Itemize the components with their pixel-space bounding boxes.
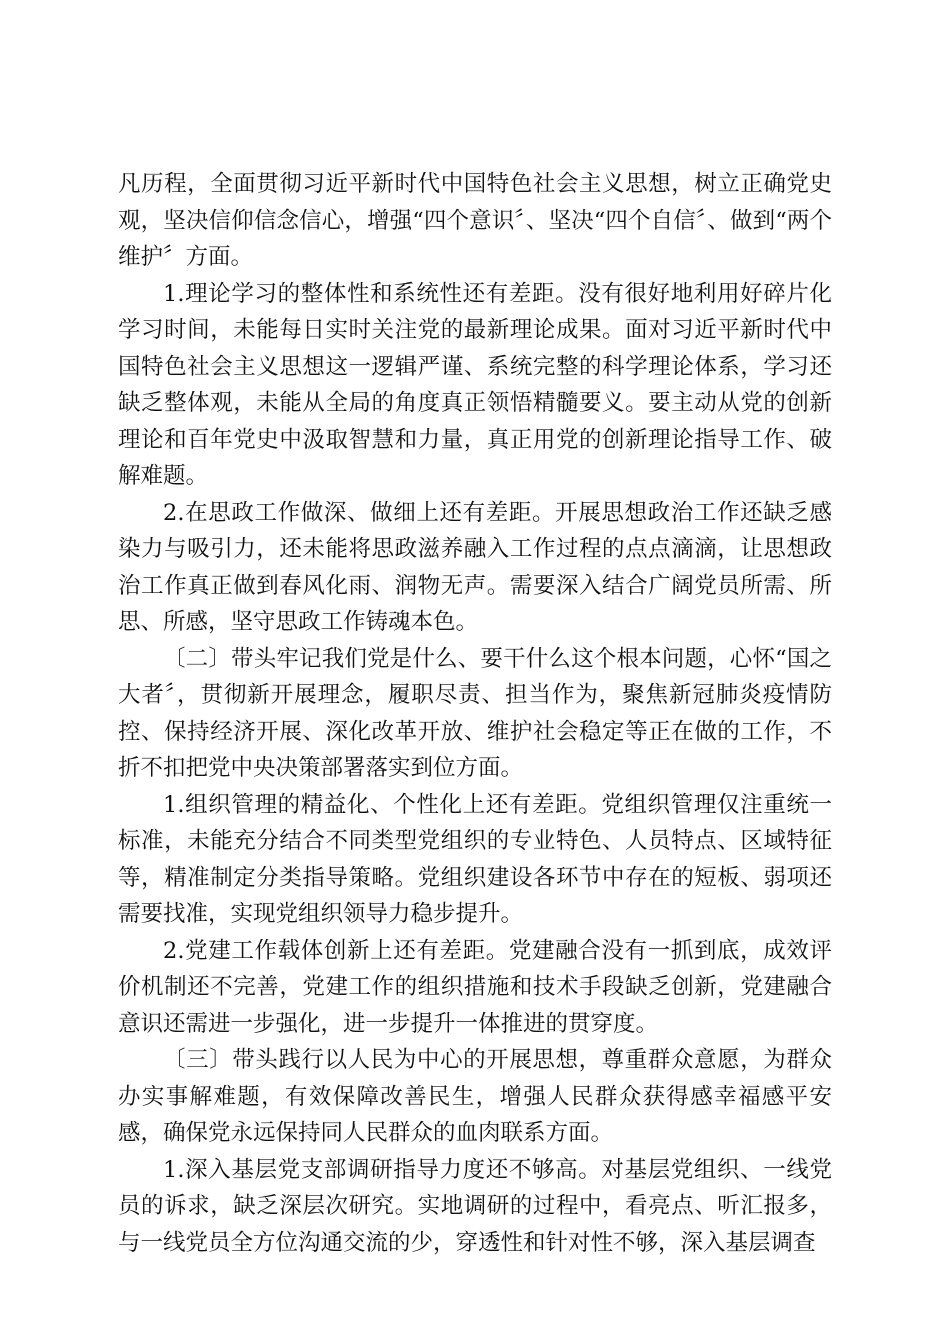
section-heading-3: 〔三〕带头践行以人民为中心的开展思想，尊重群众意愿，为群众办实事解难题，有效保障改善民生，增强人民群众获得感幸福感平安感，确保党永远保持同人民群众的血肉联系方面。 (118, 1047, 832, 1146)
paragraph-continuation: 凡历程，全面贯彻习近平新时代中国特色社会主义思想，树立正确党史观，坚决信仰信念信心，增强“四个意识〞、坚决“四个自信〞、做到“两个维护〞方面。 (118, 171, 832, 270)
paragraph-item-2-party-building: 2.党建工作载体创新上还有差距。党建融合没有一抓到底，成效评价机制还不完善，党建工作的组织措施和技术手段缺乏创新，党建融合意识还需进一步强化，进一步提升一体推进的贯穿度。 (118, 937, 832, 1037)
paragraph-item-1-theory-study: 1.理论学习的整体性和系统性还有差距。没有很好地利用好碎片化学习时间，未能每日实时关注党的最新理论成果。面对习近平新时代中国特色社会主义思想这一逻辑严谨、系统完整的科学理论体系，学习还缺乏整体观，未能从全局的角度真正领悟精髓要义。要主动从党的创新理论和百年党史中汲取智慧和力量，真正用党的创新理论指导工作、破解难题。 (118, 280, 832, 489)
paragraph-item-1-organization-management: 1.组织管理的精益化、个性化上还有差距。党组织管理仅注重统一标准，未能充分结合不同类型党组织的专业特色、人员特点、区域特征等，精准制定分类指导策略。党组织建设各环节中存在的短板、弱项还需要找准，实现党组织领导力稳步提升。 (118, 791, 832, 927)
paragraph-item-2-ideological-work: 2.在思政工作做深、做细上还有差距。开展思想政治工作还缺乏感染力与吸引力，还未能将思政滋养融入工作过程的点点滴滴，让思想政治工作真正做到春风化雨、润物无声。需要深入结合广阔党员所需、所思、所感，坚守思政工作铸魂本色。 (118, 499, 832, 635)
document-page (118, 166, 832, 1261)
paragraph-item-1-grassroots-research: 1.深入基层党支部调研指导力度还不够高。对基层党组织、一线党员的诉求，缺乏深层次研究。实地调研的过程中，看亮点、听汇报多，与一线党员全方位沟通交流的少，穿透性和针对性不够，深入基层调查 (118, 1156, 832, 1256)
section-heading-2: 〔二〕带头牢记我们党是什么、要干什么这个根本问题，心怀“国之大者〞，贯彻新开展理念，履职尽责、担当作为，聚焦新冠肺炎疫情防控、保持经济开展、深化改革开放、维护社会稳定等正在做的工作，不折不扣把党中央决策部署落实到位方面。 (118, 645, 832, 781)
